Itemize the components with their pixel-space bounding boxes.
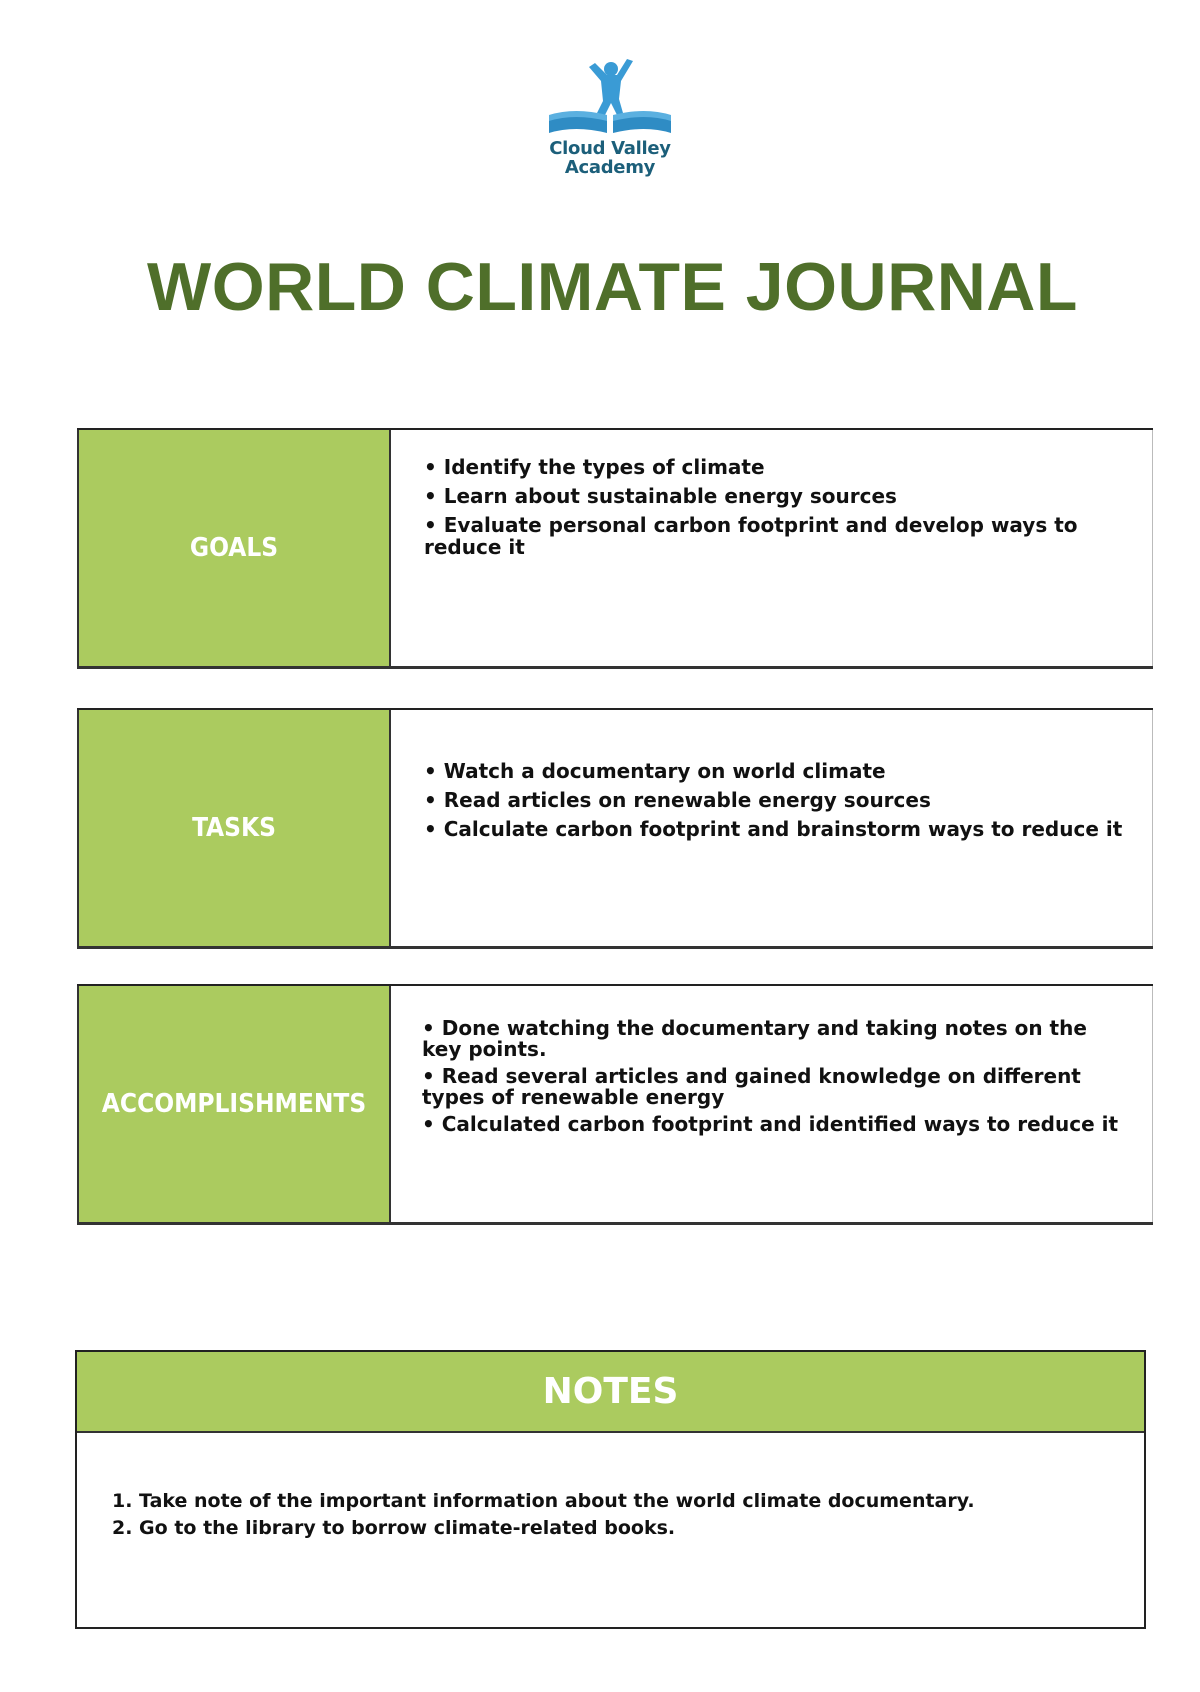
list-item: 1. Take note of the important information about the world climate documentary. xyxy=(112,1490,975,1512)
list-item: • Read several articles and gained knowledge on different types of renewable energy xyxy=(422,1066,1132,1108)
accomplishments-label: ACCOMPLISHMENTS xyxy=(77,986,391,1222)
goals-content xyxy=(391,430,1153,666)
list-item: • Evaluate personal carbon footprint and develop ways to reduce it xyxy=(424,514,1132,558)
accomplishments-list xyxy=(422,1018,1132,1135)
list-item: • Learn about sustainable energy sources xyxy=(424,485,1132,507)
school-name xyxy=(540,139,680,177)
goals-label: GOALS xyxy=(77,430,391,666)
school-name-line2: Academy xyxy=(564,157,656,178)
notes-heading: NOTES xyxy=(77,1352,1144,1433)
goals-section xyxy=(77,428,1153,669)
tasks-content xyxy=(391,710,1153,946)
list-item: • Calculated carbon footprint and identified ways to reduce it xyxy=(422,1114,1132,1135)
list-item: • Identify the types of climate xyxy=(424,456,1132,478)
child-on-open-book-icon xyxy=(545,55,675,135)
list-item: • Read articles on renewable energy sources xyxy=(424,789,1132,811)
list-item: • Done watching the documentary and taking notes on the key points. xyxy=(422,1018,1132,1060)
notes-list xyxy=(112,1488,1144,1542)
list-item: 2. Go to the library to borrow climate-related books. xyxy=(112,1517,676,1539)
page-title: WORLD CLIMATE JOURNAL xyxy=(147,249,1078,325)
accomplishments-content xyxy=(391,986,1153,1222)
tasks-label: TASKS xyxy=(77,710,391,946)
school-name-line1: Cloud Valley xyxy=(549,138,671,159)
list-item: • Calculate carbon footprint and brainstorm ways to reduce it xyxy=(424,818,1132,840)
notes-section xyxy=(75,1350,1146,1629)
tasks-section xyxy=(77,708,1153,949)
accomplishments-section xyxy=(77,984,1153,1225)
notes-body xyxy=(77,1433,1144,1542)
tasks-list xyxy=(424,760,1132,840)
school-logo xyxy=(540,55,680,177)
goals-list xyxy=(424,456,1132,558)
list-item: • Watch a documentary on world climate xyxy=(424,760,1132,782)
